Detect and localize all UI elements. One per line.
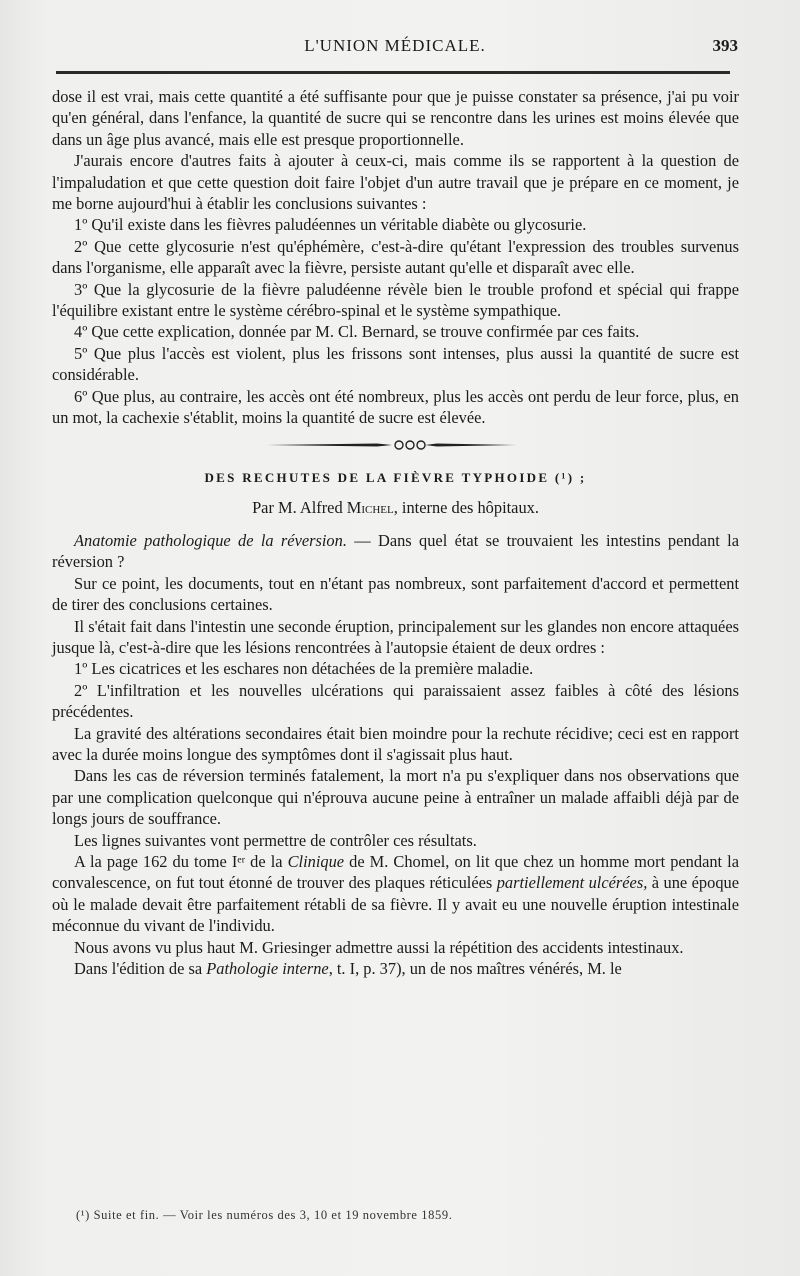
byline [52,497,739,518]
conclusion-3: 3º Que la glycosurie de la fièvre paludéenne révèle bien le trouble profond et spécial qui frappe l'équilibre existant entre le système cérébro-spinal et le système sympathique. [52,279,739,321]
byline-suffix: , interne des hôpitaux. [393,497,539,517]
work-title: Pathologie interne [206,959,329,979]
journal-title: L'UNION MÉDICALE. [304,36,486,55]
header-rule [56,71,730,74]
text-body [52,86,739,979]
paragraph: Les lignes suivantes vont permettre de contrôler ces résultats. [74,830,477,850]
paragraph-text: — Dans quel état se trouvaient les intestins pendant la réversion ? [52,530,739,572]
paragraph [52,958,739,979]
paragraph-text: de M. Chomel, on lit que chez un homme mort pendant la convalescence, on fut tout étonné de trouver des plaques réticulées [52,852,739,893]
running-header [52,36,738,64]
paragraph: Sur ce point, les documents, tout en n'étant pas nombreux, sont parfaitement d'accord et permettent de tirer des conclusions certaines. [52,573,739,615]
paragraph: Nous avons vu plus haut M. Griesinger admettre aussi la répétition des accidents intestinaux. [74,937,684,957]
conclusion-5: 5º Que plus l'accès est violent, plus les frissons sont intenses, plus aussi la quantité de sucre est considérable. [52,343,739,385]
paragraph-text: A la page 162 du tome Iᵉʳ de la [74,852,288,871]
byline-prefix: Par M. Alfred [252,497,343,517]
page-number: 393 [712,36,738,55]
paragraph: La gravité des altérations secondaires était bien moindre pour la rechute récidive; ceci est en rapport avec la durée moins longue des symptômes dont il s'agissait plus haut. [52,723,739,764]
conclusion-4: 4º Que cette explication, donnée par M. Cl. Bernard, se trouve confirmée par ces faits. [74,322,640,342]
paragraph: dose il est vrai, mais cette quantité a été suffisante pour que je puisse constater sa présence, j'ai pu voir qu'en général, dans l'enfance, la quantité de sucre qui se rencontre dans les urines est moins élevée que dans un âge plus avancé, mais elle est presque proportionnelle. [52,87,739,149]
paragraph: Il s'était fait dans l'intestin une seconde éruption, principalement sur les glandes non encore attaquées jusque là, c'est-à-dire que les lésions rencontrées à l'autopsie étaient de deux ordres : [52,616,739,657]
paragraph-text: , t. I, p. 37), un de nos maîtres vénérés, M. le [328,959,622,979]
ornament-rule-icon [267,438,517,452]
subsection-title: Anatomie pathologique de la réversion. [74,530,347,550]
paragraph-text: à une époque où le malade devait être parfaitement rétabli de sa fièvre. Il y avait eu une nouvelle éruption intestinale méconnue du vivant de l'individu. [52,873,739,936]
conclusion-6: 6º Que plus, au contraire, les accès ont été nombreux, plus les accès ont perdu de leur force, plus, en un mot, la cachexie s'établit, moins la quantité de sucre est élevée. [52,386,739,428]
section-heading [52,467,739,489]
conclusion-2: 2º Que cette glycosurie n'est qu'éphémère, c'est-à-dire qu'étant l'expression des troubles survenus dans l'organisme, elle apparaît avec la fièvre, persiste autant qu'elle et disparaît avec elle. [52,236,739,278]
footnote: (¹) Suite et fin. — Voir les numéros des 3, 10 et 19 novembre 1859. [76,1208,453,1222]
lesion-item-1: 1º Les cicatrices et les eschares non détachées de la première maladie. [74,659,534,679]
paragraph-text: Dans l'édition de sa [74,959,207,979]
author-name: Michel [346,497,394,517]
footnote-reference: (¹) ; [554,469,587,485]
lesion-item-2: 2º L'infiltration et les nouvelles ulcérations qui paraissaient assez faibles à côté des lésions précédentes. [52,680,739,722]
work-title: Clinique [287,852,345,871]
section-ornament [52,429,739,465]
paragraph: Dans les cas de réversion terminés fatalement, la mort n'a pu s'expliquer dans nos observations que par une complication quelconque qui n'éprouva aucune peine à entraîner un malade affaibli déjà par de longs jours de souffrance. [52,766,739,829]
section-title: DES RECHUTES DE LA FIÈVRE TYPHOIDE [204,469,550,485]
paragraph: J'aurais encore d'autres faits à ajouter à ceux-ci, mais comme ils se rapportent à la question de l'impaludation et que cette question doit faire l'objet d'un autre travail que je prépare en ce moment, je me borne aujourd'hui à établir les conclusions suivantes : [52,151,739,214]
conclusion-1: 1º Qu'il existe dans les fièvres paludéennes un véritable diabète ou glycosurie. [74,215,587,235]
paragraph [52,851,739,937]
paragraph [52,530,739,573]
emphasis-text: partiellement ulcérées, [496,873,648,893]
